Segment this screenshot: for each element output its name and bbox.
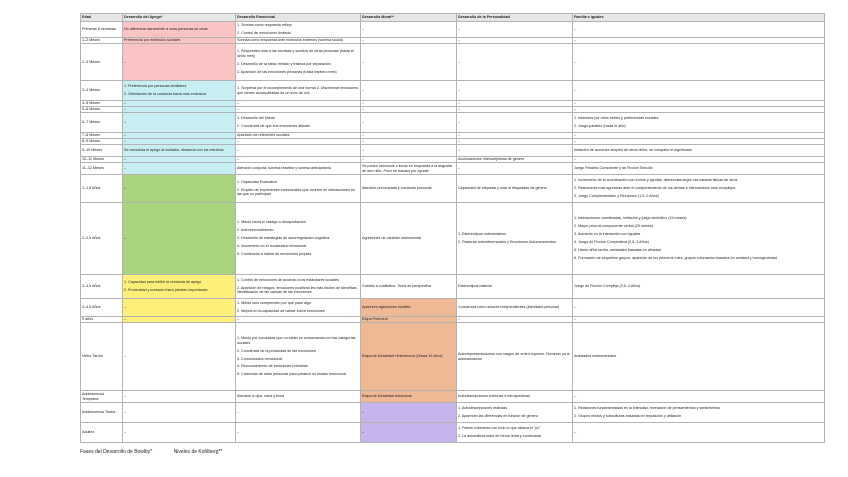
cell-text: – (237, 317, 240, 322)
cell-text: 2–2,5 Años (82, 236, 101, 241)
cell-text: 1. Miedo sólo comprenden por qué pasó algo (237, 301, 312, 306)
cell-text: 2. Reacciones más agresivas ante el comportamiento de los demás e intercambios más complejos (574, 186, 736, 191)
cell-text: 3. Desarrollo de estrategias de autorregulación cognitiva (237, 236, 330, 241)
table-cell (123, 22, 236, 38)
cell-text: 2. Grupos mixtos y subculturas basadas en reputación y afiliación (574, 414, 682, 419)
cell-text: Adolescencia Temprana (82, 391, 104, 401)
cell-text: – (458, 107, 461, 112)
cell-text: 6. Formación de pequeños grupos, aparición de los primeros roles, grupos voluntarios basados en amistad y homogeneidad (574, 256, 777, 261)
cell-text: – (124, 133, 127, 138)
cell-text: – (124, 394, 127, 399)
table-row (81, 145, 825, 157)
cell-text: Aparición de referentes sociales (237, 133, 290, 138)
cell-text: 1. Sonrisa como respuesta reflejo (237, 23, 292, 28)
cell-text: 5 años (82, 317, 94, 322)
cell-text: Atención preocupada y conducta prosocial (362, 186, 432, 191)
cell-text: 3–4 Meses (82, 88, 101, 93)
cell-text: – (574, 317, 577, 322)
table-cell (361, 113, 457, 133)
cell-text: 9–10 Meses (82, 148, 103, 153)
cell-text: 2. Orientación de la conducta hacia más exclusiva (124, 92, 206, 97)
cell-text: 8–9 Meses (82, 139, 101, 144)
table-cell (361, 275, 457, 299)
cell-text: 1. Miedo hacia el castigo o desaprobación (237, 220, 306, 225)
table-cell (361, 163, 457, 175)
age-cell (81, 163, 123, 175)
cell-text: – (237, 430, 240, 435)
table-row (81, 22, 825, 38)
footnotes (80, 449, 242, 455)
cell-text: – (574, 101, 577, 106)
table-cell (123, 113, 236, 133)
cell-text: – (458, 27, 461, 32)
cell-text: No diferencia claramente a unas personas de otras (124, 27, 208, 32)
cell-text: – (574, 139, 577, 144)
table-cell (236, 113, 361, 133)
table-cell (361, 203, 457, 275)
cell-text: 2. Juego paralelo (hacia el año) (574, 124, 626, 129)
table-row (81, 81, 825, 101)
cell-text: Adolescencia Tardía (82, 410, 116, 415)
table-row (81, 423, 825, 443)
cell-text: – (362, 107, 365, 112)
age-cell (81, 175, 123, 203)
cell-text: – (574, 157, 577, 162)
cell-text: – (124, 236, 127, 241)
cell-text: 1. Estereotipos rudimentarios (458, 232, 506, 237)
cell-text: – (124, 430, 127, 435)
cell-text: – (124, 166, 127, 171)
cell-text: Imitación de acciones simples de otros niños, se comparte el significado (574, 148, 692, 153)
cell-text: – (574, 88, 577, 93)
cell-text: – (362, 430, 365, 435)
cell-text: – (458, 88, 461, 93)
table-cell (457, 113, 573, 133)
table-row (81, 203, 825, 275)
age-cell (81, 145, 123, 157)
table-cell (457, 403, 573, 423)
cell-text: – (458, 148, 461, 153)
table-cell (123, 44, 236, 81)
cell-text: – (237, 107, 240, 112)
cell-text: Juego Paralelo Consciente y de Ficción Sencillo (574, 166, 653, 171)
cell-text: 3. Comunicación emocional (237, 356, 283, 361)
column-header: Familia e Iguales (573, 14, 825, 22)
cell-text: – (124, 101, 127, 106)
table-cell (457, 81, 573, 101)
cell-text: 1. Preferencia por personas familiares (124, 84, 187, 89)
table-cell (123, 275, 236, 299)
cell-text: Capacidad de etiquetar y usar el etiquetado de género (458, 186, 547, 191)
cell-text: – (362, 120, 365, 125)
cell-text: 5. Comienzan a hablar de emociones propias (237, 252, 312, 257)
table-cell (457, 323, 573, 391)
cell-text: 7–8 Meses (82, 133, 101, 138)
table-cell (123, 299, 236, 317)
cell-text: – (362, 27, 365, 32)
table-cell (236, 22, 361, 38)
cell-text: Agresiones de carácter instrumental (362, 236, 422, 241)
cell-text: Se ponen nerviosos o lloran en respuesta a la angustia de otro niño. Poco en fracaso por ayudar (362, 163, 452, 173)
table-cell (361, 175, 457, 203)
cell-text: – (124, 186, 127, 191)
cell-text: – (458, 59, 461, 64)
cell-text: – (574, 107, 577, 112)
cell-text: – (124, 317, 127, 322)
cell-text: – (574, 394, 577, 399)
cell-text: 4. Reconocimiento de emociones primarias (237, 364, 308, 369)
table-cell (123, 391, 236, 403)
column-header: Desarrollo Emocional (236, 14, 361, 22)
table-cell (123, 81, 236, 101)
cell-text: 1. Autodescripciones realistas (458, 406, 507, 411)
table-cell (236, 423, 361, 443)
cell-text: 1. Desarrollo del Miedo (237, 116, 275, 121)
cell-text: – (458, 317, 461, 322)
cell-text: 2–3 Meses (82, 59, 101, 64)
cell-text: – (458, 120, 461, 125)
table-cell (573, 299, 825, 317)
cell-text: – (574, 38, 577, 43)
table-row (81, 113, 825, 133)
table-cell (457, 203, 573, 275)
cell-text: 3. Aumento en la interacción con iguales (574, 232, 641, 237)
cell-text: Se consolida el apego al cuidador, distancia con los extraños (124, 148, 224, 153)
cell-text: – (574, 27, 577, 32)
cell-text: 2. Conciencia de la privacidad de las emociones (237, 348, 316, 353)
age-cell (81, 403, 123, 423)
cell-text: 1. Miedo por conductas que no están en consonancia con las categorías sociales (237, 335, 356, 345)
table-cell (236, 391, 361, 403)
cell-text: – (124, 410, 127, 415)
cell-text: – (237, 410, 240, 415)
cell-text: – (124, 120, 127, 125)
cell-text: 2. Autoreconocimiento (237, 228, 274, 233)
table-cell (457, 163, 573, 175)
table-cell (123, 145, 236, 157)
table-cell (457, 391, 573, 403)
table-cell (457, 145, 573, 157)
cell-text: Autorrepresentaciones con rasgos de orden superior. Dominan ya la autovaloración (458, 351, 570, 361)
cell-text: Autodescripciones externas e introspectivas (458, 394, 530, 399)
table-cell (457, 44, 573, 81)
table-cell (361, 81, 457, 101)
table-cell (573, 44, 825, 81)
cell-text: – (362, 410, 365, 415)
table-cell (573, 391, 825, 403)
cell-text: Adultez (82, 430, 95, 435)
table-cell (457, 22, 573, 38)
age-cell (81, 323, 123, 391)
table-cell (236, 44, 361, 81)
table-cell (573, 81, 825, 101)
table-cell (573, 163, 825, 175)
table-cell (361, 22, 457, 38)
cell-text: – (458, 166, 461, 171)
age-cell (81, 81, 123, 101)
cell-text: – (574, 305, 577, 310)
table-cell (573, 22, 825, 38)
cell-text: 1. Capacidad Evaluativa (237, 179, 277, 184)
cell-text: 5. Hacia niños tardía, amistades basadas en afinidad (574, 248, 661, 253)
cell-text: – (124, 107, 127, 112)
table-cell (361, 323, 457, 391)
age-cell (81, 203, 123, 275)
cell-text: – (237, 139, 240, 144)
table-cell (123, 175, 236, 203)
cell-text: – (458, 139, 461, 144)
cell-text: 2. Control de emociones limitado (237, 31, 291, 36)
age-cell (81, 275, 123, 299)
footnote-bowlby: Fases del Desarrollo de Bowlby* (80, 449, 153, 455)
age-cell (81, 22, 123, 38)
cell-text: – (458, 101, 461, 106)
cell-text: 2. Empleo de expresiones emocionales que ocurren en interacciones en las que no participan (237, 187, 356, 197)
table-cell (361, 403, 457, 423)
table-row (81, 403, 825, 423)
cell-text: Etapa de Moralidad Heterónoma (Hasta 10 años) (362, 354, 443, 359)
table-cell (457, 299, 573, 317)
table-cell (457, 275, 573, 299)
cell-text: 1. Responden más a las sonrisas y sonidos de otras personas (hasta el sexto mes) (237, 49, 354, 59)
table-row (81, 175, 825, 203)
table-cell (573, 403, 825, 423)
age-cell (81, 299, 123, 317)
cell-text: Etapa Premoral (362, 317, 388, 322)
cell-text: 1. Intereses por otros bebés y preferencias sociales (574, 116, 659, 121)
cell-text: Conciencia como actores independientes (identidad personal) (458, 305, 560, 310)
table-cell (236, 275, 361, 299)
table-cell (236, 299, 361, 317)
table-row (81, 391, 825, 403)
cell-text: – (362, 148, 365, 153)
cell-text: Sonrisa como respuesta ante estímulos externos (sonrisa social) (237, 38, 343, 43)
cell-text: Etapa de Moralidad Autónoma (362, 394, 412, 399)
column-header: Desarrollo del Apego* (123, 14, 236, 22)
cell-text: Estereotipos básicos (458, 284, 493, 289)
cell-text: – (458, 133, 461, 138)
cell-text: 6–7 Meses (82, 120, 101, 125)
cell-text: 4. Juego de Ficción Cooperativa (2,5–3 Años) (574, 240, 649, 245)
cell-text: 3–3,5 Años (82, 284, 101, 289)
cell-text: Niñez Tardía (82, 354, 103, 359)
table-cell (123, 163, 236, 175)
table-cell (236, 163, 361, 175)
cell-text: Amistades instrumentales (574, 354, 617, 359)
cell-text: – (574, 133, 577, 138)
age-cell (81, 44, 123, 81)
cell-text: – (124, 157, 127, 162)
table-row (81, 299, 825, 317)
cell-text: 2. Aparecen las diferencias en función de género (458, 414, 538, 419)
table-cell (236, 145, 361, 157)
cell-text: 2. Aparición de riesgos, emociones positivas les más fáciles de identificar, identificación de las causas de las emociones (237, 285, 358, 295)
cell-text: – (124, 354, 127, 359)
table-cell (361, 44, 457, 81)
table-cell (573, 323, 825, 391)
cell-text: – (574, 430, 577, 435)
cell-text: 2. Mayor peso al componente verbal (20 meses) (574, 224, 654, 229)
cell-text: 4–5 Meses (82, 101, 101, 106)
age-cell (81, 113, 123, 133)
table-cell (123, 323, 236, 391)
table-cell (457, 175, 573, 203)
table-cell (236, 38, 361, 44)
table-cell (123, 203, 236, 275)
table-row (81, 275, 825, 299)
table-cell (123, 403, 236, 423)
cell-text: 1–2 Meses (82, 38, 101, 43)
development-table (80, 13, 825, 443)
age-cell (81, 391, 123, 403)
cell-text: Juego de Ficción Compleja (3,5–4 Años) (574, 284, 641, 289)
cell-text: Atención a ojos, nariz y boca (237, 394, 285, 399)
cell-text: 3. Aparición de las emociones primarias (hasta séptimo mes) (237, 69, 337, 74)
cell-text: 1. Patrón coherente con todo lo que abarca el "yo" (458, 426, 541, 431)
cell-text: Atención conjunta, sonrisa reactiva y sonrisa anticipatoria (237, 166, 331, 171)
cell-text: – (237, 157, 240, 162)
cell-text: 5–6 Meses (82, 107, 101, 112)
cell-text: 2. La autoestima sube de forma lenta y continuada (458, 434, 541, 439)
cell-text: – (124, 305, 127, 310)
table-cell (573, 145, 825, 157)
table-row (81, 163, 825, 175)
cell-text: Aparecen agresiones hostiles (362, 305, 411, 310)
table-cell (236, 175, 361, 203)
cell-text: Primeras 6 semanas (82, 27, 116, 32)
cell-text: 1. Sorpresa por el incumplimiento de una norma 2. Discriminar emociones que vienen acompañadas de un tono de voz (237, 85, 359, 95)
cell-text: – (124, 139, 127, 144)
cell-text: – (362, 59, 365, 64)
cell-text: 11–12 Meses (82, 166, 104, 171)
table-cell (573, 113, 825, 133)
column-header: Desarrollo Moral** (361, 14, 457, 22)
table-cell (573, 275, 825, 299)
header-row (81, 14, 825, 22)
table-cell (361, 391, 457, 403)
cell-text: 1. Incremento de la coordinación con turnos y ayudas; diferencias según las características de otros (574, 178, 738, 183)
cell-text: 3. Juego Complementario y Recíproco (1,5–2 Años) (574, 194, 659, 199)
table-cell (573, 203, 825, 275)
table-row (81, 323, 825, 391)
cell-text: 2. Proximidad y contacto físico pierden importancia (124, 288, 208, 293)
column-header: Desarrollo de la Personalidad (457, 14, 573, 22)
cell-text: 1. Interacciones coordinadas, imitación y juego simbólico (19 meses) (574, 216, 687, 221)
cell-text: 5. Creencias de otras personas para predecir su estado emocional (237, 372, 346, 377)
cell-text: – (362, 38, 365, 43)
table-cell (236, 203, 361, 275)
table-cell (236, 403, 361, 423)
column-header: Edad (81, 14, 123, 22)
cell-text: – (362, 139, 365, 144)
table-cell (361, 299, 457, 317)
cell-text: – (458, 38, 461, 43)
cell-text: Preferencia por estímulos sociales (124, 38, 181, 43)
cell-text: – (362, 88, 365, 93)
cell-text: Cambio a cualitativo: Toma de perspectiva (362, 284, 432, 289)
table-cell (573, 423, 825, 443)
cell-text: Accionaciones Intersubjetivas de género (458, 157, 525, 162)
cell-text: 1–1,5 Años (82, 186, 101, 191)
cell-text: 1. Control de emociones de acuerdo a los estándares sociales (237, 277, 339, 282)
table-cell (361, 145, 457, 157)
cell-text: 2. Palabras autoreferenciales y Emociones Autoconscientes (458, 240, 556, 245)
cell-text: 2. Mejora en la capacidad de hablar sobre emociones (237, 309, 325, 314)
cell-text: – (237, 101, 240, 106)
cell-text: 1. Capacidad para inhibir la conducta de apego (124, 280, 202, 285)
cell-text: – (237, 148, 240, 153)
table-cell (361, 423, 457, 443)
cell-text: – (362, 157, 365, 162)
cell-text: – (362, 101, 365, 106)
table-cell (123, 423, 236, 443)
table-row (81, 44, 825, 81)
table-cell (236, 323, 361, 391)
cell-text: – (574, 59, 577, 64)
age-cell (81, 423, 123, 443)
table-cell (457, 423, 573, 443)
table-cell (236, 81, 361, 101)
cell-text: 2. Desarrollo de la rabia, enfado y tristeza por separación (237, 62, 331, 66)
cell-text: 4–4,5 Años (82, 305, 101, 310)
cell-text: – (124, 59, 127, 64)
cell-text: 2. Conciencia de que sus emociones afectan (237, 124, 311, 129)
footnote-kohlberg: Niveles de Kohlberg** (173, 449, 223, 455)
cell-text: 4. Incremento en el vocabulario emocional (237, 244, 307, 249)
cell-text: 1. Relaciones fundamentadas en la intimidad, revelación de pensamientos y sentimientos (574, 406, 721, 411)
table-cell (573, 175, 825, 203)
cell-text: 10–11 Meses (82, 157, 104, 162)
cell-text: – (362, 133, 365, 138)
